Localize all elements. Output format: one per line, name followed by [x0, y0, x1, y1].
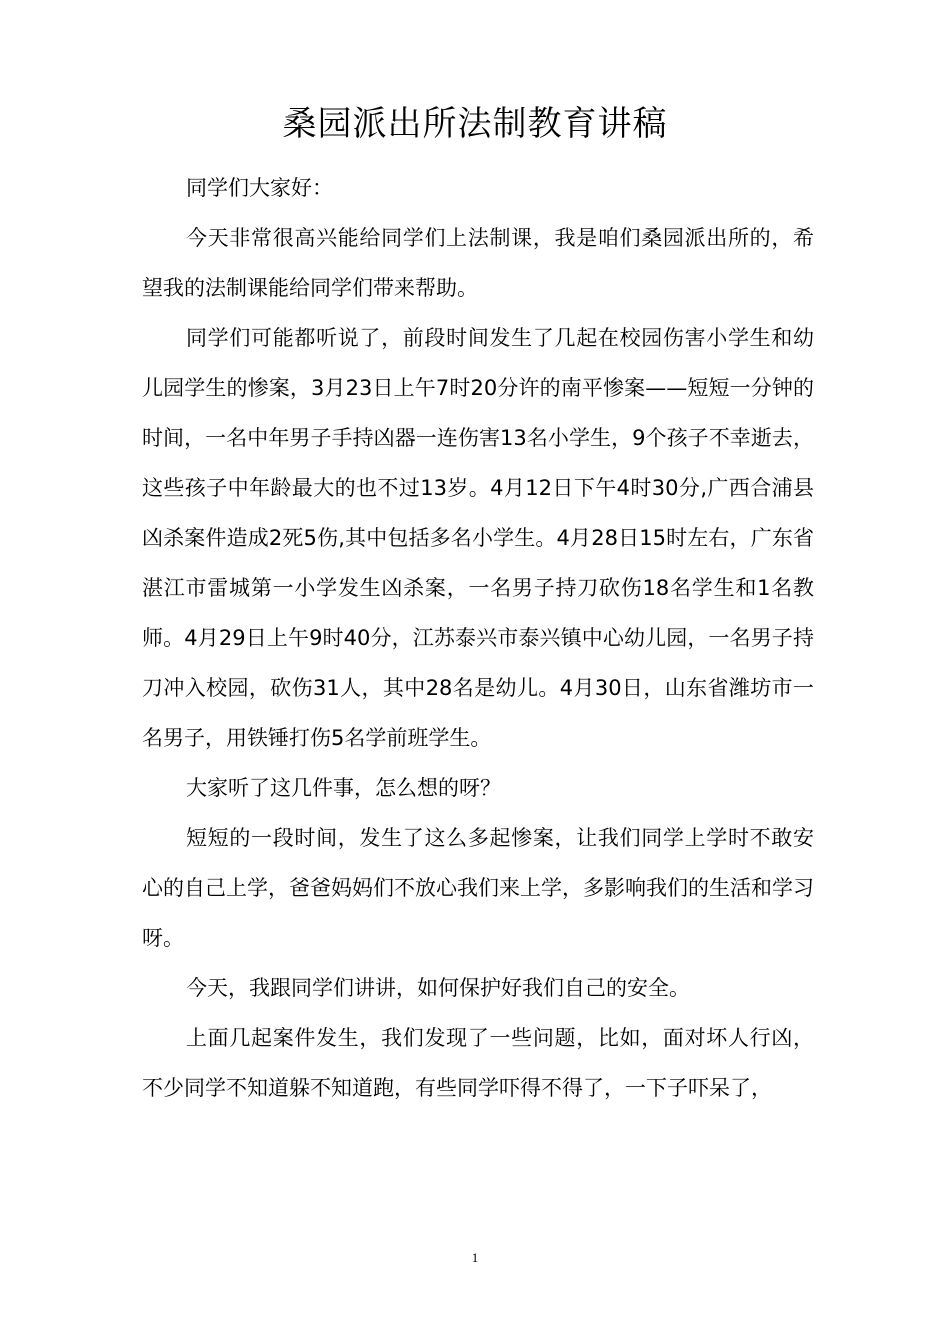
document-body: [142, 163, 814, 1113]
paragraph-problems: 上面几起案件发生，我们发现了一些问题，比如，面对坏人行凶，不少同学不知道躲不知道跑，有些同学吓得不得了，一下子吓呆了，: [142, 1026, 814, 1100]
paragraph-question: 大家听了这几件事，怎么想的呀？: [186, 776, 501, 800]
paragraph-topic: 今天，我跟同学们讲讲，如何保护好我们自己的安全。: [186, 976, 690, 1000]
paragraph-greeting: 同学们大家好：: [186, 176, 333, 200]
document-title: 桑园派出所法制教育讲稿: [282, 104, 668, 144]
page-number: 1: [471, 1250, 479, 1265]
paragraph-incidents: 同学们可能都听说了，前段时间发生了几起在校园伤害小学生和幼儿园学生的惨案，3月23日上午7时20分许的南平惨案——短短一分钟的时间，一名中年男子手持凶器一连伤害13名小学生，9个孩子不幸逝去，这些孩子中年龄最大的也不过13岁。4月12日下午4时30分,广西合浦县凶杀案件造成2死5伤,其中包括多名小学生。4月28日15时左右，广东省湛江市雷城第一小学发生凶杀案，一名男子持刀砍伤18名学生和1名教师。4月29日上午9时40分，江苏泰兴市泰兴镇中心幼儿园，一名男子持刀冲入校园，砍伤31人，其中28名是幼儿。4月30日，山东省潍坊市一名男子，用铁锤打伤5名学前班学生。: [142, 326, 814, 750]
paragraph-impact: 短短的一段时间，发生了这么多起惨案，让我们同学上学时不敢安心的自己上学，爸爸妈妈们不放心我们来上学，多影响我们的生活和学习呀。: [142, 826, 814, 950]
paragraph-introduction: 今天非常很高兴能给同学们上法制课，我是咱们桑园派出所的，希望我的法制课能给同学们带来帮助。: [142, 226, 814, 300]
